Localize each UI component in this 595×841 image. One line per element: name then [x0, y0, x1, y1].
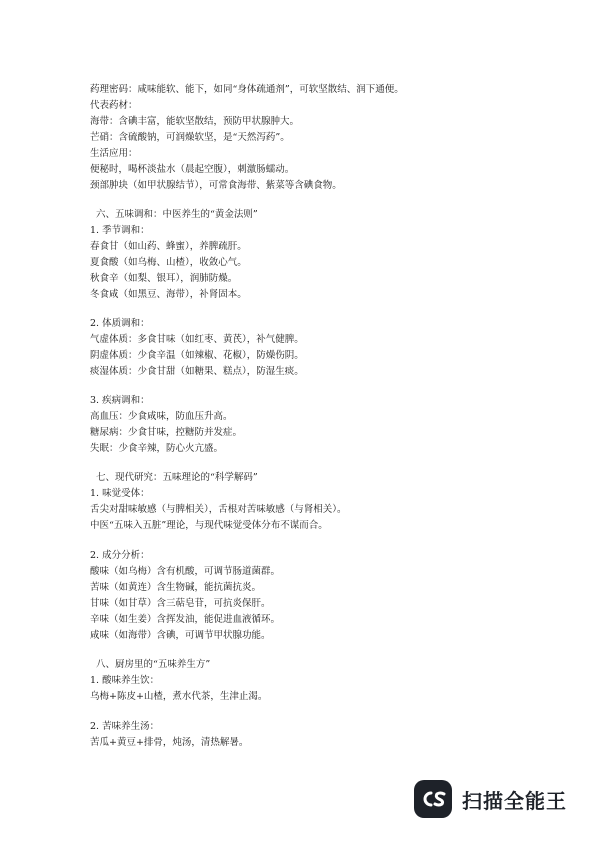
subsection-heading: 1. 季节调和：	[90, 224, 150, 236]
camscanner-logo-icon	[414, 780, 452, 818]
scanner-watermark	[414, 780, 567, 818]
subsection-heading: 3. 疾病调和：	[90, 394, 150, 406]
text-line: 颈部肿块（如甲状腺结节），可常食海带、紫菜等含碘食物。	[90, 179, 342, 191]
text-line: 咸味（如海带）含碘，可调节甲状腺功能。	[90, 629, 271, 641]
text-line: 春食甘（如山药、蜂蜜），养脾疏肝。	[90, 240, 247, 252]
subsection-heading: 2. 体质调和：	[90, 317, 150, 329]
text-line: 海带：含碘丰富，能软坚散结，预防甲状腺肿大。	[90, 115, 300, 127]
text-line: 舌尖对甜味敏感（与脾相关），舌根对苦味敏感（与肾相关）。	[90, 503, 347, 515]
text-line: 失眠：少食辛辣，防心火亢盛。	[90, 442, 224, 454]
text-line: 痰湿体质：少食甘甜（如糖果、糕点），防湿生痰。	[90, 365, 304, 377]
text-line: 夏食酸（如乌梅、山楂），收敛心气。	[90, 256, 247, 268]
text-line: 秋食辛（如梨、银耳），润肺防燥。	[90, 272, 238, 284]
text-line: 甘味（如甘草）含三萜皂苷，可抗炎保肝。	[90, 597, 271, 609]
text-line: 高血压：少食咸味，防血压升高。	[90, 410, 233, 422]
subsection-heading: 1. 味觉受体：	[90, 487, 150, 499]
text-line: 阴虚体质：少食辛温（如辣椒、花椒），防燥伤阴。	[90, 349, 304, 361]
section-heading: 七、现代研究：五味理论的“科学解码”	[96, 471, 258, 483]
text-line: 药理密码：咸味能软、能下，如同“身体疏通剂”，可软坚散结、润下通便。	[90, 83, 404, 95]
watermark-app-name: 扫描全能王	[462, 788, 567, 813]
section-heading: 六、五味调和：中医养生的“黄金法则”	[96, 208, 258, 220]
text-line: 代表药材：	[90, 99, 138, 111]
text-line: 酸味（如乌梅）含有机酸，可调节肠道菌群。	[90, 565, 281, 577]
text-line: 中医“五味入五脏”理论，与现代味觉受体分布不谋而合。	[90, 519, 328, 531]
subsection-heading: 2. 成分分析：	[90, 549, 150, 561]
section-heading: 八、厨房里的“五味养生方”	[96, 658, 211, 670]
text-line: 便秘时，喝杯淡盐水（晨起空腹），刺激肠蠕动。	[90, 163, 295, 175]
text-line: 冬食咸（如黑豆、海带），补肾固本。	[90, 288, 247, 300]
text-line: 苦瓜+黄豆+排骨，炖汤，清热解暑。	[90, 736, 249, 748]
text-line: 气虚体质：多食甘味（如红枣、黄芪），补气健脾。	[90, 333, 304, 345]
text-line: 生活应用：	[90, 147, 138, 159]
text-line: 芒硝：含硫酸钠，可润燥软坚，是“天然泻药”。	[90, 131, 290, 143]
text-line: 苦味（如黄连）含生物碱，能抗菌抗炎。	[90, 581, 262, 593]
subsection-heading: 1. 酸味养生饮：	[90, 674, 160, 686]
text-line: 糖尿病：少食甘味，控糖防并发症。	[90, 426, 243, 438]
subsection-heading: 2. 苦味养生汤：	[90, 720, 160, 732]
text-line: 辛味（如生姜）含挥发油，能促进血液循环。	[90, 613, 281, 625]
text-line: 乌梅+陈皮+山楂，煮水代茶，生津止渴。	[90, 690, 268, 702]
